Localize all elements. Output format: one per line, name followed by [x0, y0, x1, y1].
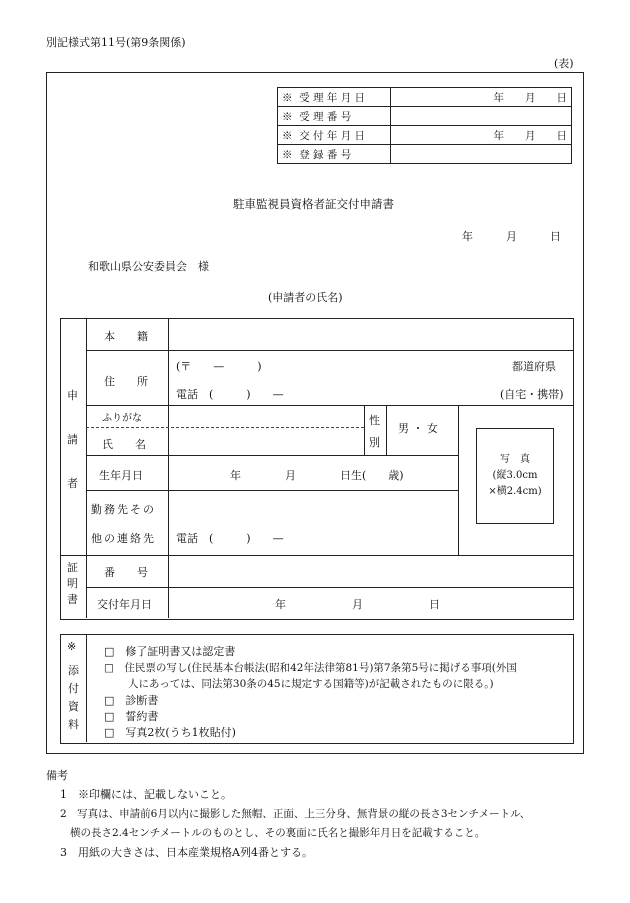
furigana-label: ふりがな: [102, 413, 142, 424]
office-row-value[interactable]: 年 月 日: [391, 126, 572, 145]
cert-number-label: 番 号: [104, 566, 148, 579]
photo-label: 写 真 (縦3.0cm ×横2.4cm): [488, 454, 542, 497]
cert-issue-label: 交付年月日: [97, 598, 152, 611]
office-row-value[interactable]: [391, 107, 572, 126]
page-title: 駐車監視員資格者証交付申請書: [233, 197, 394, 211]
office-row-label: ※ 受 理 年 月 日: [278, 88, 391, 107]
notes-heading: 備考: [46, 769, 68, 782]
applicant-side-label: 申 請 者: [67, 389, 78, 490]
office-row: [278, 107, 572, 126]
name-label: 氏 名: [102, 438, 146, 451]
sex-options[interactable]: 男 ・ 女: [398, 422, 438, 435]
office-row-label: ※ 受 理 番 号: [278, 107, 391, 126]
office-row-label: ※ 交 付 年 月 日: [278, 126, 391, 145]
office-row-value[interactable]: [391, 145, 572, 164]
office-row-label: ※ 登 録 番 号: [278, 145, 391, 164]
sex-label: 性 別: [369, 414, 380, 449]
attach-mark: ※: [67, 640, 77, 653]
attach-item[interactable]: □ 診断書: [104, 694, 159, 707]
office-row-value[interactable]: 年 月 日: [391, 88, 572, 107]
work-label-2: 他の連絡先: [91, 532, 156, 545]
applicant-name-label: (申請者の氏名): [268, 291, 343, 304]
birth-value[interactable]: 年 月 日生( 歳): [230, 469, 404, 482]
form-id: 別記様式第11号(第9条関係): [46, 36, 186, 49]
note-item: 2 写真は、申請前6月以内に撮影した無帽、正面、上三分身、無背景の縦の長さ3センチメートル、: [60, 808, 531, 820]
note-item: 1 ※印欄には、記載しないこと。: [60, 788, 232, 801]
postal-field[interactable]: (〒 — ): [176, 360, 262, 373]
attach-item[interactable]: □ 修了証明書又は認定書: [104, 645, 236, 658]
phone-field[interactable]: 電話 ( ) —: [176, 388, 284, 401]
attach-item-cont: 人にあっては、同法第30条の45に規定する国籍等)が記載されたものに限る。): [128, 678, 494, 690]
office-row: [278, 126, 572, 145]
note-item-cont: 横の長さ2.4センチメートルのものとし、その裏面に氏名と撮影年月日を記載すること。: [70, 827, 486, 839]
office-row: [278, 145, 572, 164]
attach-item[interactable]: □ 住民票の写し(住民基本台帳法(昭和42年法律第81号)第7条第5号に掲げる事項(外国: [104, 662, 517, 674]
todofuken-label: 都道府県: [512, 360, 556, 373]
side-label: (表): [554, 57, 574, 70]
honseki-label: 本 籍: [104, 330, 148, 343]
birth-label: 生年月日: [99, 469, 143, 482]
work-phone-field[interactable]: 電話 ( ) —: [176, 532, 284, 545]
office-row: [278, 88, 572, 107]
office-use-table: [277, 87, 572, 164]
attach-side-label: 添 付 資 料: [68, 664, 79, 731]
addressee: 和歌山県公安委員会 様: [88, 260, 209, 273]
attach-item[interactable]: □ 誓約書: [104, 710, 159, 723]
date-line[interactable]: 年 月 日: [462, 230, 561, 243]
address-label: 住 所: [104, 375, 148, 388]
phone-type: (自宅・携帯): [500, 388, 564, 401]
attach-item[interactable]: □ 写真2枚(うち1枚貼付): [104, 726, 236, 739]
cert-issue-value[interactable]: 年 月 日: [275, 598, 440, 611]
work-label-1: 勤務先その: [91, 503, 156, 516]
note-item: 3 用紙の大きさは、日本産業規格A列4番とする。: [60, 846, 313, 859]
certificate-side-label: 証 明 書: [67, 561, 78, 606]
